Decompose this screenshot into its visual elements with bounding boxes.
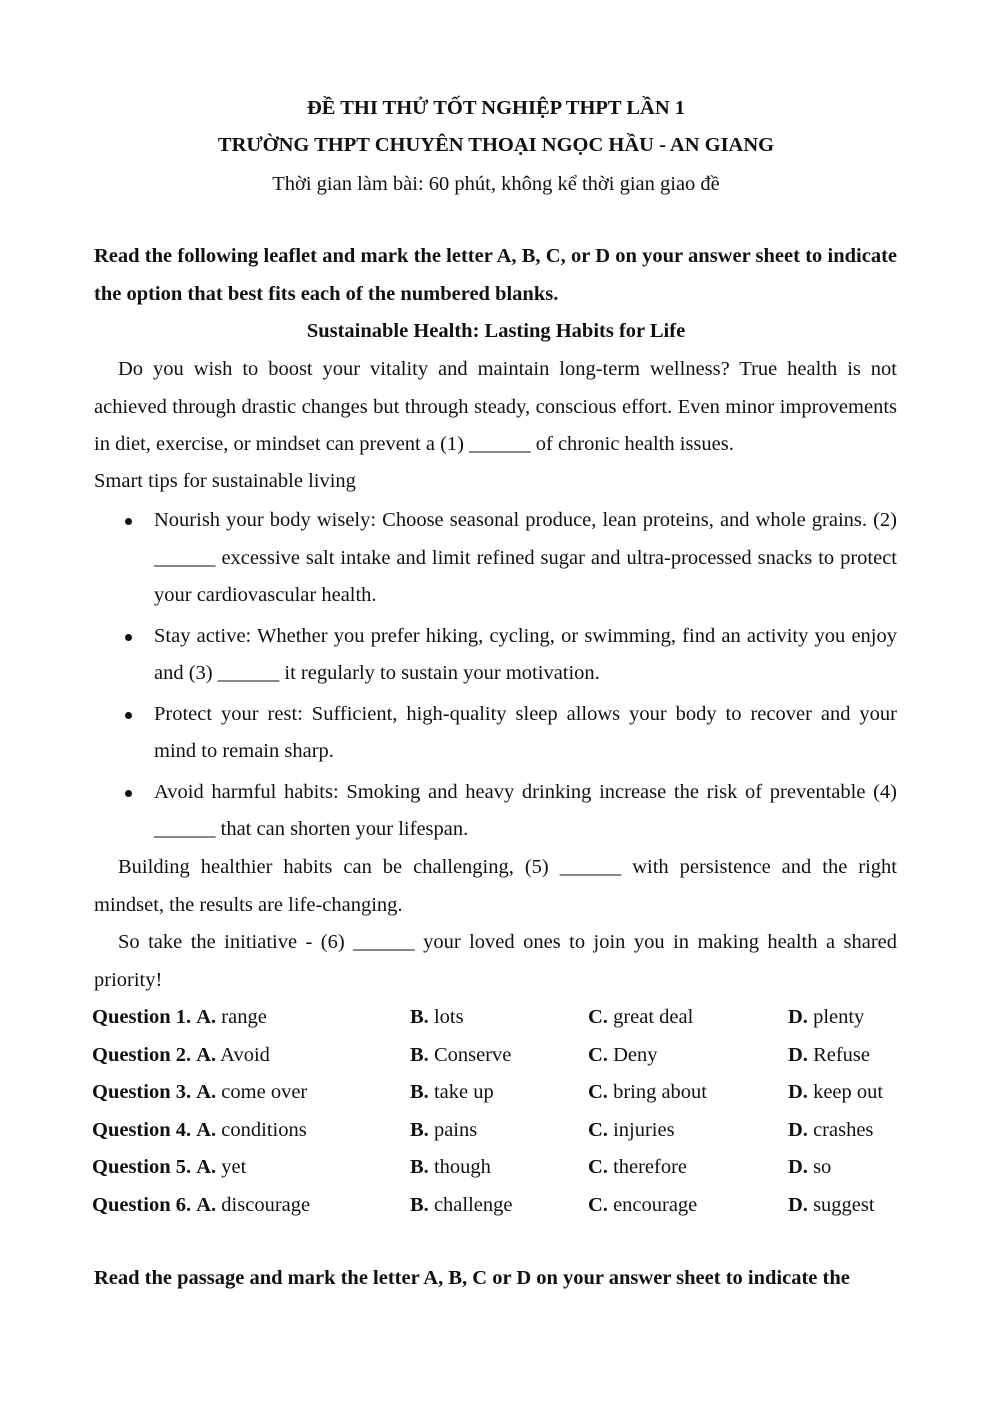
question-label: Question 1. (92, 1006, 192, 1028)
tips-heading: Smart tips for sustainable living (94, 470, 356, 492)
option-a[interactable]: Avoid (220, 1043, 270, 1066)
option-letter: B. (410, 1006, 429, 1028)
tips-list (154, 502, 897, 852)
question-row (92, 1037, 912, 1075)
option-c[interactable]: Deny (613, 1043, 658, 1066)
option-d[interactable]: Refuse (813, 1043, 870, 1066)
question-list (92, 999, 912, 1224)
option-d[interactable]: crashes (813, 1118, 874, 1141)
option-letter: C. (588, 1043, 608, 1066)
option-letter: A. (196, 1081, 217, 1103)
option-letter: C. (588, 1156, 608, 1178)
leaflet-intro: Do you wish to boost your vitality and maintain long-term wellness? True health is not achieved through drastic changes but through steady, conscious effort. Even minor improvements in diet, exercise, or mindset can prevent a (1) ______ of chronic health issues. (94, 358, 897, 455)
list-item (154, 774, 897, 849)
initiative-paragraph: So take the initiative - (6) ______ your loved ones to join you in making health a shared priority! (94, 931, 897, 991)
option-letter: D. (788, 1193, 808, 1216)
question-label: Question 4. (92, 1118, 192, 1141)
question-label: Question 2. (92, 1043, 192, 1066)
option-letter: B. (410, 1081, 429, 1103)
question-row (92, 999, 912, 1037)
option-letter: A. (196, 1006, 217, 1028)
tip-text: Protect your rest: Sufficient, high-quality sleep allows your body to recover and your mind to remain sharp. (154, 702, 897, 762)
option-b[interactable]: though (433, 1156, 491, 1178)
option-a[interactable]: yet (221, 1156, 247, 1178)
section2-instruction: Read the passage and mark the letter A, B, C or D on your answer sheet to indicate the (94, 1267, 850, 1289)
option-b[interactable]: take up (433, 1081, 494, 1103)
option-b[interactable]: lots (433, 1006, 464, 1028)
option-letter: D. (788, 1118, 808, 1141)
question-label: Question 6. (92, 1193, 192, 1216)
option-c[interactable]: therefore (613, 1156, 688, 1178)
option-letter: C. (588, 1006, 608, 1028)
list-item (154, 618, 897, 693)
exam-timing: Thời gian làm bài: 60 phút, không kể thời gian giao đề (272, 173, 720, 195)
question-label: Question 5. (92, 1156, 192, 1178)
option-letter: B. (410, 1156, 429, 1178)
option-letter: D. (788, 1043, 808, 1066)
question-row (92, 1187, 912, 1225)
exam-title: ĐỀ THI THỬ TỐT NGHIỆP THPT LẦN 1 (306, 97, 686, 119)
option-letter: A. (196, 1156, 217, 1178)
option-c[interactable]: injuries (613, 1118, 675, 1141)
bullet-icon (125, 712, 132, 719)
option-b[interactable]: challenge (433, 1193, 513, 1216)
bullet-icon (125, 790, 132, 797)
question-row (92, 1074, 912, 1112)
question-row (92, 1149, 912, 1187)
section1-instruction: Read the following leaflet and mark the letter A, B, C, or D on your answer sheet to indicate the option that best fits each of the numbered blanks. (94, 245, 897, 305)
option-letter: B. (410, 1118, 429, 1141)
option-letter: B. (410, 1043, 429, 1066)
option-a[interactable]: discourage (221, 1193, 311, 1216)
option-d[interactable]: suggest (813, 1193, 875, 1216)
option-letter: A. (196, 1118, 217, 1141)
option-letter: D. (788, 1156, 808, 1178)
option-b[interactable]: Conserve (433, 1043, 512, 1066)
list-item (154, 696, 897, 771)
option-letter: D. (788, 1081, 808, 1103)
tip-text: Nourish your body wisely: Choose seasonal produce, lean proteins, and whole grains. (2) ______ excessive salt intake and limit refined sugar and ultra-processed snacks to protect your cardiovascular health. (154, 509, 897, 606)
building-paragraph: Building healthier habits can be challenging, (5) ______ with persistence and the right mindset, the results are life-changing. (94, 856, 897, 916)
bullet-icon (125, 518, 132, 525)
list-item (154, 502, 897, 615)
option-d[interactable]: plenty (813, 1006, 865, 1028)
option-letter: C. (588, 1118, 608, 1141)
bullet-icon (125, 634, 132, 641)
option-c[interactable]: great deal (613, 1006, 694, 1028)
option-b[interactable]: pains (433, 1118, 478, 1141)
option-a[interactable]: come over (221, 1081, 308, 1103)
school-name: TRƯỜNG THPT CHUYÊN THOẠI NGỌC HẦU - AN GIANG (217, 134, 775, 156)
option-c[interactable]: bring about (613, 1081, 708, 1103)
option-d[interactable]: so (813, 1156, 832, 1178)
leaflet-title: Sustainable Health: Lasting Habits for Life (306, 320, 686, 342)
question-row (92, 1112, 912, 1150)
tip-text: Avoid harmful habits: Smoking and heavy drinking increase the risk of preventable (4) ______ that can shorten your lifespan. (154, 780, 897, 840)
option-letter: A. (196, 1043, 217, 1066)
option-d[interactable]: keep out (813, 1081, 884, 1103)
option-letter: B. (410, 1193, 429, 1216)
option-letter: A. (196, 1193, 217, 1216)
option-letter: C. (588, 1081, 608, 1103)
question-label: Question 3. (92, 1081, 192, 1103)
tip-text: Stay active: Whether you prefer hiking, cycling, or swimming, find an activity you enjoy and (3) ______ it regularly to sustain your motivation. (154, 624, 897, 684)
option-a[interactable]: conditions (221, 1118, 307, 1141)
option-letter: D. (788, 1006, 808, 1028)
option-letter: C. (588, 1193, 608, 1216)
option-c[interactable]: encourage (613, 1193, 698, 1216)
option-a[interactable]: range (221, 1006, 267, 1028)
